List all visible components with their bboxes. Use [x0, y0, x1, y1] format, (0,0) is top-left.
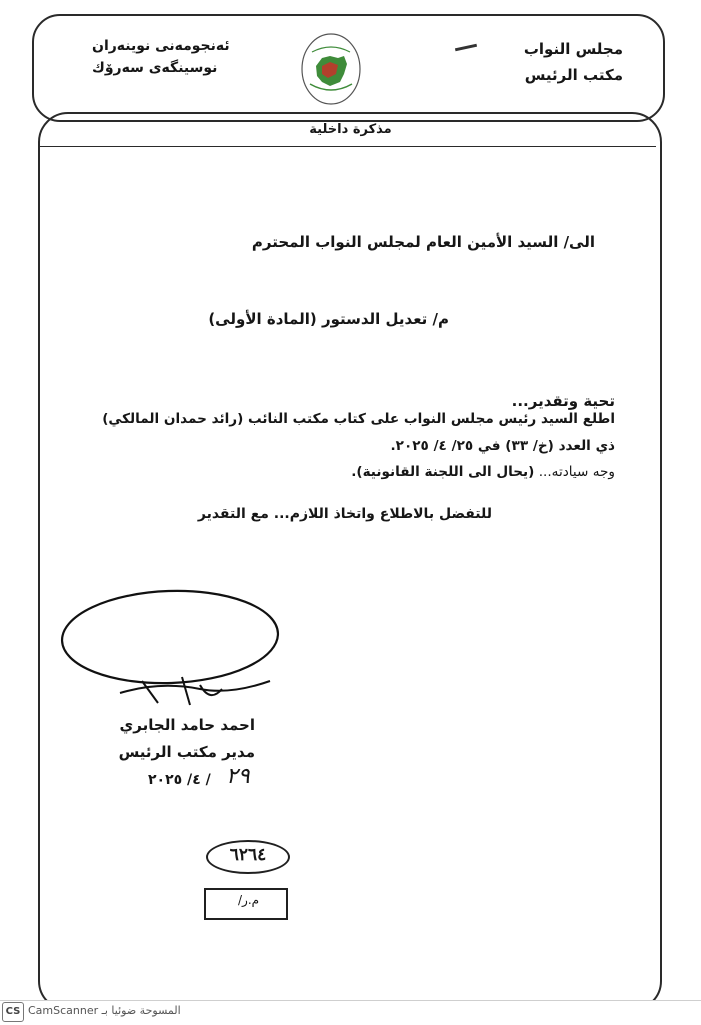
header-left-line2: نوسینگەی سەرۆك: [92, 60, 218, 76]
signatory-name: احمد حامد الجابري: [119, 716, 255, 734]
signatory-title: مدير مكتب الرئيس: [118, 743, 255, 761]
body-line-1: اطلع السيد رئيس مجلس النواب على كتاب مكتب النائب (رائد حمدان المالكي): [102, 411, 615, 427]
memo-title: مذكرة داخلية: [309, 122, 392, 137]
body-line-3: [351, 464, 615, 480]
greeting-line: تحية وتقدير...: [511, 392, 615, 410]
signatory-date: / ٤/ ٢٠٢٥: [148, 772, 211, 788]
body-line-2: ذي العدد (خ/ ٣٣) في ٢٥/ ٤/ ٢٠٢٥.: [390, 438, 615, 454]
body-line-3-prefix: وجه سيادته...: [534, 464, 615, 480]
closing-line: للتفضل بالاطلاع واتخاذ اللازم... مع التقدير: [197, 506, 492, 522]
camscanner-logo-icon: CS: [2, 1002, 24, 1022]
header-left-line1: ئەنجومەنی نوینەران: [92, 38, 230, 54]
handwritten-day: ٢٩: [226, 764, 250, 789]
recipient-line: الى/ السيد الأمين العام لمجلس النواب المحترم: [251, 233, 595, 251]
scanner-label: المسوحة ضوئيا بـ CamScanner: [28, 1004, 181, 1017]
header-right-line2: مكتب الرئيس: [524, 66, 623, 84]
subject-line: م/ تعديل الدستور (المادة الأولى): [208, 310, 449, 328]
header-right-line1: مجلس النواب: [523, 40, 623, 58]
iraqi-parliament-emblem-icon: [300, 32, 362, 106]
stamp-number: ٦٢٦٤: [229, 845, 267, 865]
reference-label: م.ر/: [238, 893, 260, 907]
body-line-3-directive: (يحال الى اللجنة القانونية).: [351, 464, 535, 480]
memo-title-rule: [40, 146, 656, 147]
signature-icon: [50, 585, 310, 715]
